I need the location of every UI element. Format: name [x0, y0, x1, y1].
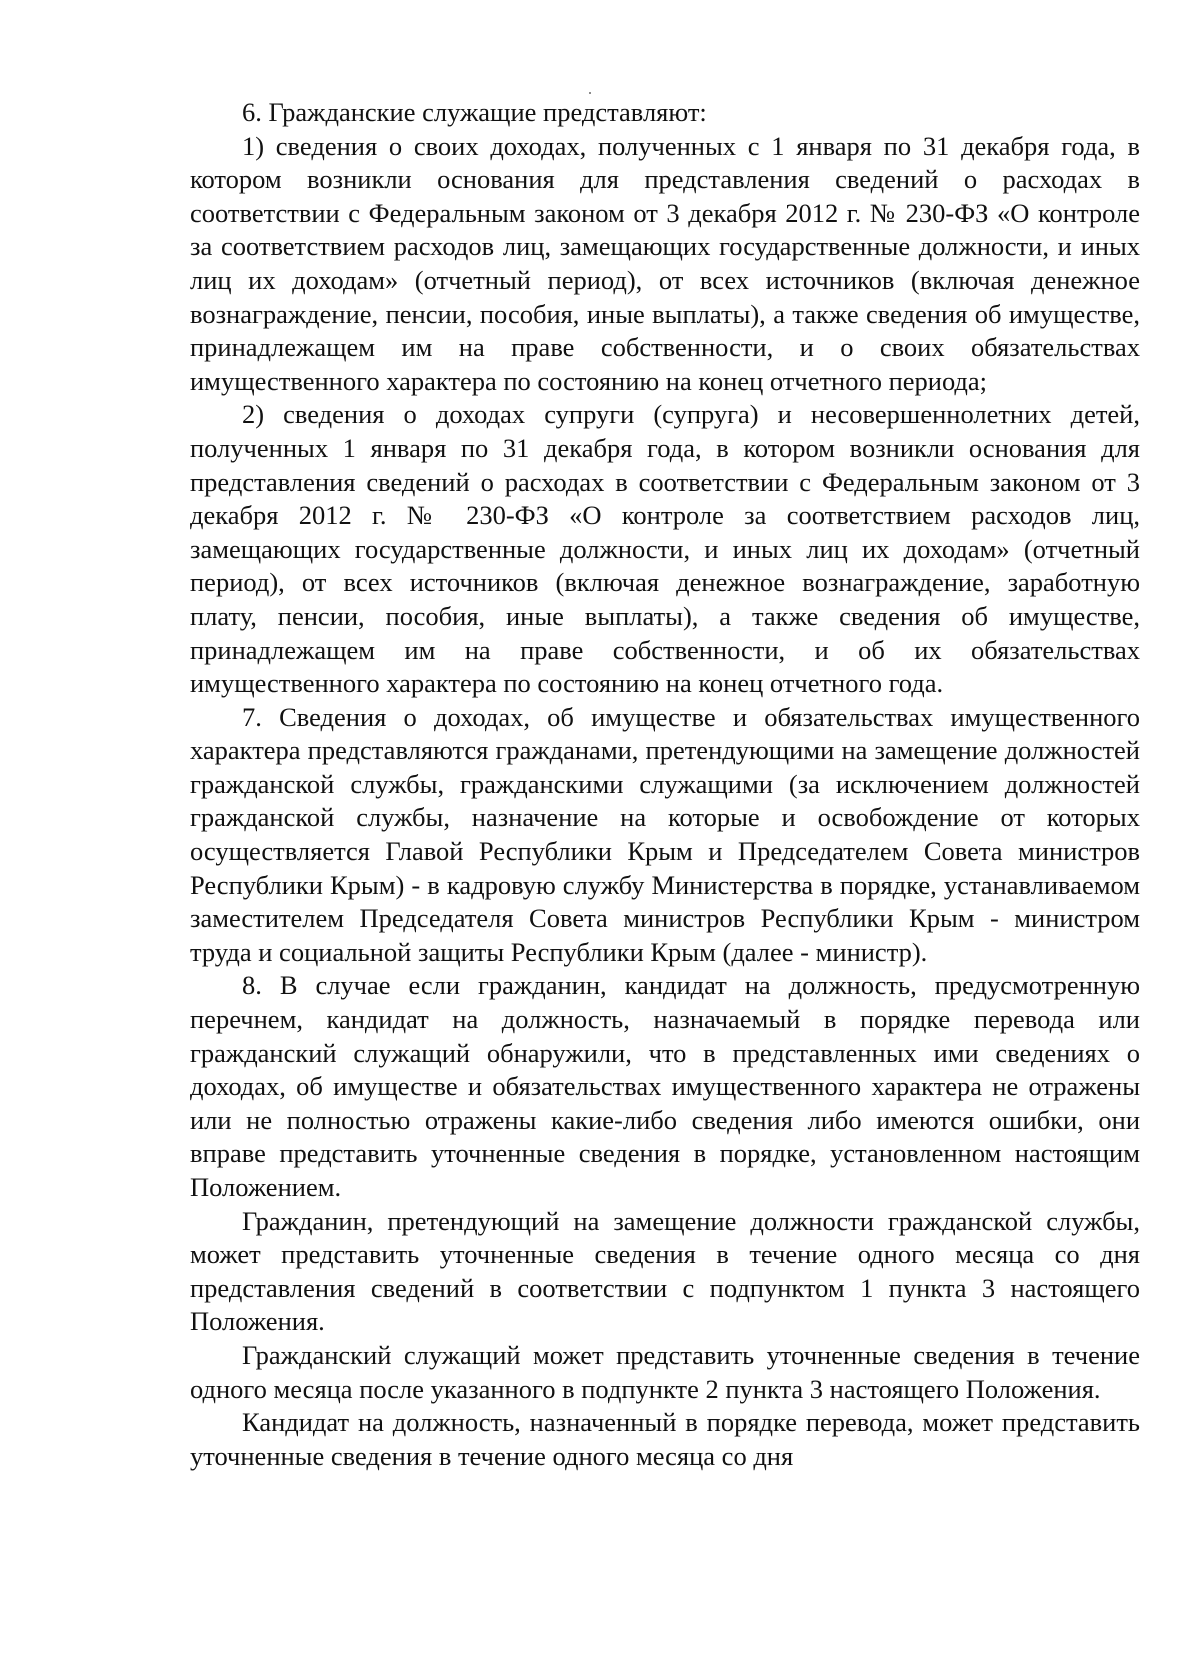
- paragraph-8-civil-servant: Гражданский служащий может представить уточненные сведения в течение одного месяца после указанного в подпункте 2 пункта 3 настоящего Положения.: [190, 1339, 1140, 1404]
- paragraph-7: 7. Сведения о доходах, об имуществе и обязательствах имущественного характера представляются гражданами, претендующими на замещение должностей гражданской службы, гражданскими служащими (за исключением должностей гражданской службы, назначение на которые и освобождение от которых осуществляется Главой Республики Крым и Председателем Совета министров Республики Крым) - в кадровую службу Министерства в порядке, устанавливаемом заместителем Председателя Совета министров Республики Крым - министром труда и социальной защиты Республики Крым (далее - министр).: [190, 701, 1140, 967]
- paragraph-6-item-1: 1) сведения о своих доходах, полученных с 1 января по 31 декабря года, в котором возникли основания для представления сведений о расходах в соответствии с Федеральным законом от 3 декабря 2012 г. № 230-ФЗ «О контроле за соответствием расходов лиц, замещающих государственные должности, и иных лиц их доходам» (отчетный период), от всех источников (включая денежное вознаграждение, пенсии, пособия, иные выплаты), а также сведения об имуществе, принадлежащем им на праве собственности, и о своих обязательствах имущественного характера по состоянию на конец отчетного периода;: [190, 130, 1140, 396]
- document-body: [190, 96, 1140, 1473]
- scan-speck: [589, 92, 591, 94]
- paragraph-6-item-2: 2) сведения о доходах супруги (супруга) и несовершеннолетних детей, полученных 1 января по 31 декабря года, в котором возникли основания для представления сведений о расходах в соответствии с Федеральным законом от 3 декабря 2012 г. № 230-ФЗ «О контроле за соответствием расходов лиц, замещающих государственные должности, и иных лиц их доходам» (отчетный период), от всех источников (включая денежное вознаграждение, заработную плату, пенсии, пособия, иные выплаты), а также сведения об имуществе, принадлежащем им на праве собственности, и об их обязательствах имущественного характера по состоянию на конец отчетного года.: [190, 399, 1140, 699]
- paragraph-8-citizen: Гражданин, претендующий на замещение должности гражданской службы, может представить уточненные сведения в течение одного месяца со дня представления сведений в соответствии с подпунктом 1 пункта 3 настоящего Положения.: [190, 1205, 1140, 1337]
- paragraph-8-candidate: Кандидат на должность, назначенный в порядке перевода, может представить уточненные сведения в течение одного месяца со дня: [190, 1407, 1140, 1471]
- paragraph-8: 8. В случае если гражданин, кандидат на должность, предусмотренную перечнем, кандидат на должность, назначаемый в порядке перевода или гражданский служащий обнаружили, что в представленных ими сведениях о доходах, об имуществе и обязательствах имущественного характера не отражены или не полностью отражены какие-либо сведения либо имеются ошибки, они вправе представить уточненные сведения в порядке, установленном настоящим Положением.: [190, 970, 1140, 1202]
- paragraph-6-heading: 6. Гражданские служащие представляют:: [242, 97, 707, 127]
